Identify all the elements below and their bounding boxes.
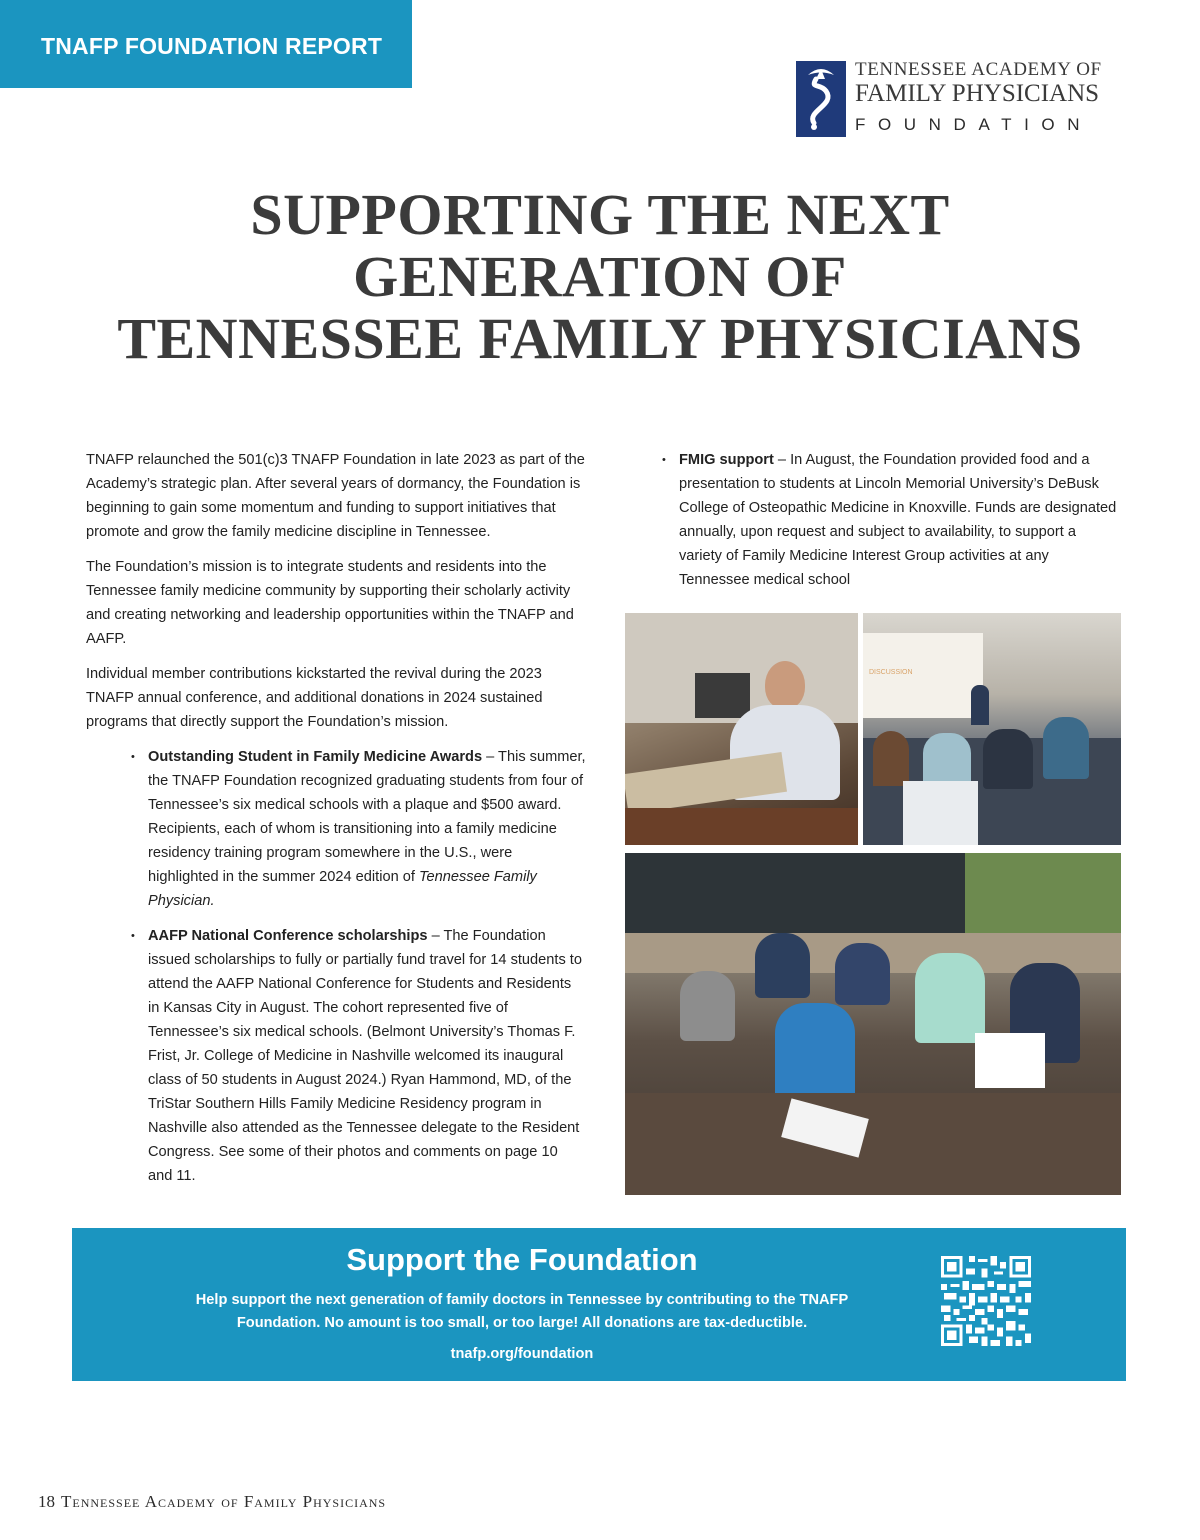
awards-publication: Tennessee Family Physician. <box>148 869 537 909</box>
slide-text: DISCUSSION <box>869 669 913 676</box>
fmig-title: FMIG support <box>679 452 774 468</box>
photo-classroom-presentation <box>863 613 1121 845</box>
page-number: 18 <box>38 1492 55 1511</box>
footer-publication: Tennessee Academy of Family Physicians <box>61 1492 387 1511</box>
article-left-column <box>86 448 586 1199</box>
section-tab <box>0 0 412 88</box>
section-label: TNAFP FOUNDATION REPORT <box>41 33 383 59</box>
logo-line3: FOUNDATION <box>855 115 1093 134</box>
support-foundation-banner <box>72 1228 1126 1381</box>
article-right-column <box>662 448 1121 592</box>
logo-line1: TENNESSEE ACADEMY OF <box>855 59 1102 80</box>
paragraph-3: Individual member contributions kickstarted the revival during the 2023 TNAFP annual conference, and additional donations in 2024 sustained programs that directly support the Foundation’s mission. <box>86 666 543 730</box>
photo-speaker-seated <box>625 613 858 845</box>
page-headline <box>60 184 1140 370</box>
bullet-icon: • <box>662 454 666 466</box>
awards-text: – This summer, the TNAFP Foundation recognized graduating students from four of Tennessee’s six medical schools with a plaque and $500 award. Recipients, each of whom is transitioning into a family medicine residency training program somewhere in the U.S., were highlighted in the summer 2024 edition of <box>148 749 586 885</box>
scholarships-text: – The Foundation issued scholarships to fully or partially fund travel for 14 students to attend the AAFP National Conference for Students and Residents in Kansas City in August. The cohort represented five of Tennessee’s six medical schools. (Belmont University’s Thomas F. Frist, Jr. College of Medicine in Nashville welcomed its inaugural class of 50 students in August 2024.) Ryan Hammond, MD, of the TriStar Southern Hills Family Medicine Residency program in Nashville also attended as the Tennessee delegate to the Resident Congress. See some of their photos and comments on page 10 and 11. <box>148 928 582 1184</box>
paragraph-1: TNAFP relaunched the 501(c)3 TNAFP Foundation in late 2023 as part of the Academy’s strategic plan. After several years of dormancy, the Foundation is beginning to gain some momentum and funding to support initiatives that promote and grow the family medicine discipline in Tennessee. <box>86 452 585 540</box>
page-footer <box>38 1492 386 1512</box>
support-link[interactable]: tnafp.org/foundation <box>450 1346 594 1362</box>
fmig-text: – In August, the Foundation provided food and a presentation to students at Lincoln Memorial University’s DeBusk College of Osteopathic Medicine in Knoxville. Funds are designated annually, upon request and subject to availability, to support a variety of Family Medicine Interest Group activities at any Tennessee medical school <box>679 452 1117 588</box>
headline-line2: GENERATION OF <box>353 244 847 309</box>
list-item-fmig <box>662 448 1121 592</box>
headline-line3: TENNESSEE FAMILY PHYSICIANS <box>117 306 1083 371</box>
headline-line1: SUPPORTING THE NEXT <box>250 182 950 247</box>
program-list <box>86 745 586 1188</box>
photo-students-seated <box>625 853 1121 1195</box>
logo-line2: FAMILY PHYSICIANS <box>855 80 1100 107</box>
foundation-logo <box>796 58 1120 138</box>
qr-code-icon[interactable] <box>941 1256 1031 1346</box>
list-item-awards <box>148 745 586 913</box>
list-item-scholarships <box>148 924 586 1188</box>
awards-title: Outstanding Student in Family Medicine Awards <box>148 749 483 765</box>
paragraph-2: The Foundation’s mission is to integrate students and residents into the Tennessee family medicine community by supporting their scholarly activity and creating networking and leadership opportunities within the TNAFP and AAFP. <box>86 559 574 647</box>
logo-emblem-icon <box>796 61 846 137</box>
scholarships-title: AAFP National Conference scholarships <box>148 928 428 944</box>
support-title: Support the Foundation <box>346 1242 698 1277</box>
support-body: Help support the next generation of family doctors in Tennessee by contributing to the TNAFP Foundation. No amount is too small, or too large! All donations are tax-deductible. <box>195 1292 849 1331</box>
